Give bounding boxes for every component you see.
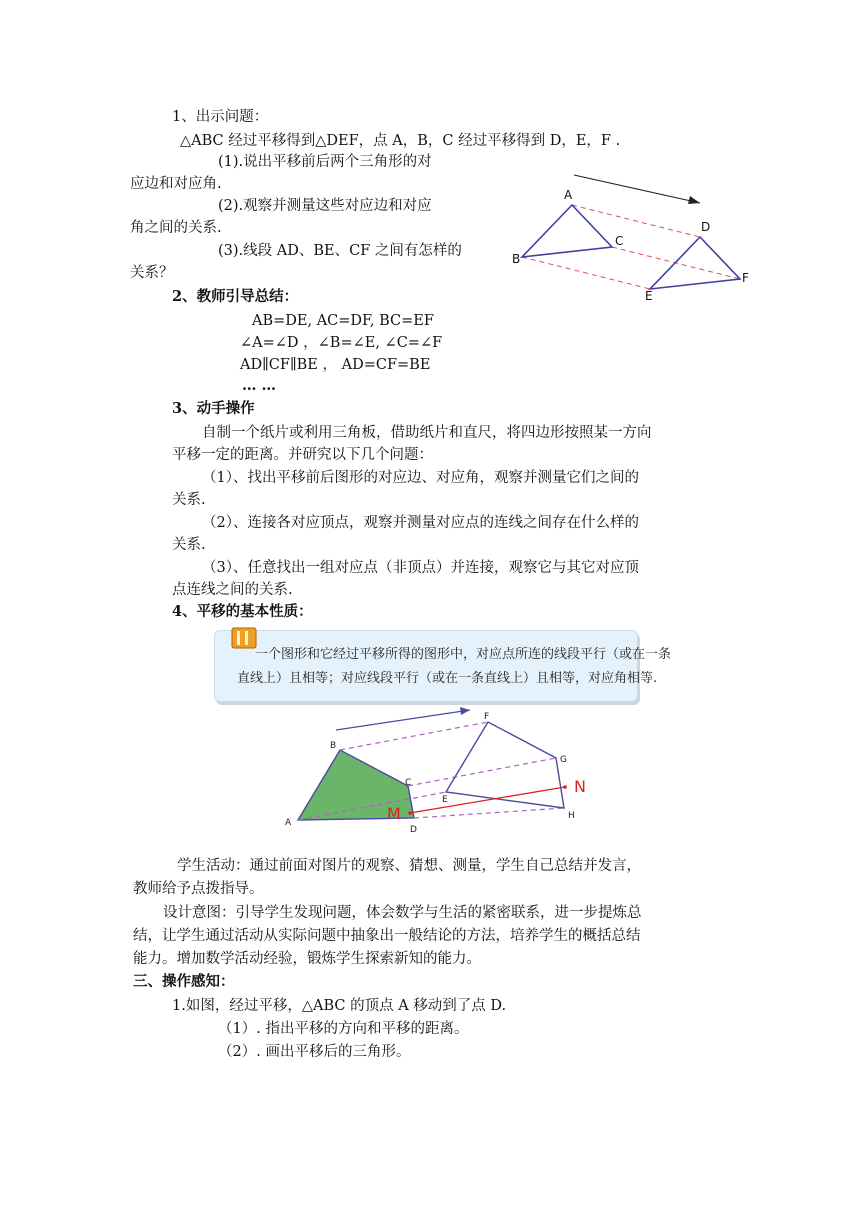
question-3-line2: 关系？ bbox=[130, 265, 174, 281]
dashed-line-be bbox=[522, 257, 650, 289]
label-d: D bbox=[410, 825, 417, 835]
property-note-line2: 直线上）且相等；对应线段平行（或在一条直线上）且相等，对应角相等. bbox=[237, 671, 658, 686]
label-h: H bbox=[568, 811, 575, 821]
task-2-line1: （2）、连接各对应顶点，观察并测量对应点的连线之间存在什么样的 bbox=[202, 515, 639, 531]
section1-intro: △ABC 经过平移得到△DEF，点 A，B，C 经过平移得到 D，E，F . bbox=[180, 133, 621, 149]
design-intent-line1: 设计意图：引导学生发现问题，体会数学与生活的紧密联系，进一步提炼总 bbox=[163, 905, 642, 921]
dashed-line-ad bbox=[572, 205, 700, 237]
label-f: F bbox=[484, 712, 490, 722]
student-activity-line1: 学生活动：通过前面对图片的观察、猜想、测量，学生自己总结并发言， bbox=[177, 858, 641, 874]
task-1-line2: 关系. bbox=[172, 492, 206, 508]
label-f: F bbox=[742, 271, 749, 285]
bookmark-icon bbox=[231, 627, 257, 651]
question-2-line1: (2).观察并测量这些对应边和对应 bbox=[218, 198, 432, 214]
hands-on-paragraph-line1: 自制一个纸片或利用三角板，借助纸片和直尺，将四边形按照某一方向 bbox=[202, 425, 652, 441]
dashed-line-cg bbox=[408, 758, 556, 786]
label-g: G bbox=[560, 755, 567, 765]
triangle-abc bbox=[522, 205, 612, 257]
question-2-line2: 角之间的关系. bbox=[130, 220, 222, 236]
question-1-line2: 应边和对应角. bbox=[130, 176, 222, 192]
label-c: C bbox=[405, 778, 412, 788]
quadrilateral-translation-figure bbox=[280, 700, 600, 840]
triangle-def bbox=[650, 237, 740, 289]
student-activity-line2: 教师给予点拨指导。 bbox=[133, 881, 264, 897]
label-d: D bbox=[701, 220, 711, 234]
hands-on-paragraph-line2: 平移一定的距离。并研究以下几个问题： bbox=[172, 447, 433, 463]
section4-heading: 4、平移的基本性质： bbox=[172, 603, 313, 620]
property-note-box bbox=[214, 630, 672, 702]
summary-angles: ∠A=∠D ，∠B=∠E, ∠C=∠F bbox=[240, 335, 443, 351]
section1-heading: 1、出示问题： bbox=[172, 109, 269, 125]
label-a: A bbox=[285, 818, 292, 828]
translation-direction-arrow bbox=[336, 710, 470, 730]
task-2-line2: 关系. bbox=[172, 537, 206, 553]
label-m: M bbox=[387, 804, 401, 823]
task-3-line1: （3）、任意找出一组对应点（非顶点）并连接，观察它与其它对应顶 bbox=[202, 560, 639, 576]
section-three-heading: 三、操作感知： bbox=[133, 973, 235, 990]
label-b: B bbox=[330, 741, 337, 751]
label-e: E bbox=[645, 289, 653, 303]
section2-heading: 2、教师引导总结： bbox=[172, 288, 299, 305]
task-3-line2: 点连线之间的关系. bbox=[172, 582, 293, 598]
label-b: B bbox=[512, 252, 521, 266]
label-c: C bbox=[615, 234, 624, 248]
summary-ellipsis: … … bbox=[242, 377, 277, 394]
exercise-1-sub2: （2）. 画出平移后的三角形。 bbox=[218, 1044, 411, 1060]
design-intent-line3: 能力。增加数学活动经验，锻炼学生探索新知的能力。 bbox=[133, 951, 481, 967]
dashed-line-dh bbox=[414, 808, 564, 818]
task-1-line1: （1）、找出平移前后图形的对应边、对应角，观察并测量它们之间的 bbox=[202, 470, 639, 486]
exercise-1-question: 1.如图，经过平移，△ABC 的顶点 A 移动到了点 D. bbox=[172, 998, 507, 1014]
label-n: N bbox=[574, 777, 586, 796]
section3-heading: 3、动手操作 bbox=[172, 400, 255, 417]
summary-sides: AB=DE, AC=DF, BC=EF bbox=[252, 313, 434, 329]
translated-quadrilateral-efgh bbox=[446, 722, 564, 808]
question-3-line1: (3).线段 AD、BE、CF 之间有怎样的 bbox=[218, 243, 462, 259]
triangle-translation-figure bbox=[500, 165, 760, 310]
label-e: E bbox=[442, 795, 448, 805]
label-a: A bbox=[564, 188, 573, 202]
exercise-1-sub1: （1）. 指出平移的方向和平移的距离。 bbox=[218, 1021, 469, 1037]
property-note-line1: 一个图形和它经过平移所得的图形中，对应点所连的线段平行（或在一条 bbox=[255, 647, 672, 662]
design-intent-line2: 结，让学生通过活动从实际问题中抽象出一般结论的方法，培养学生的概括总结 bbox=[133, 928, 641, 944]
translation-direction-arrow bbox=[574, 175, 700, 203]
summary-segments: AD∥CF∥BE ， AD=CF=BE bbox=[240, 357, 431, 373]
question-1-line1: (1).说出平移前后两个三角形的对 bbox=[218, 154, 432, 170]
